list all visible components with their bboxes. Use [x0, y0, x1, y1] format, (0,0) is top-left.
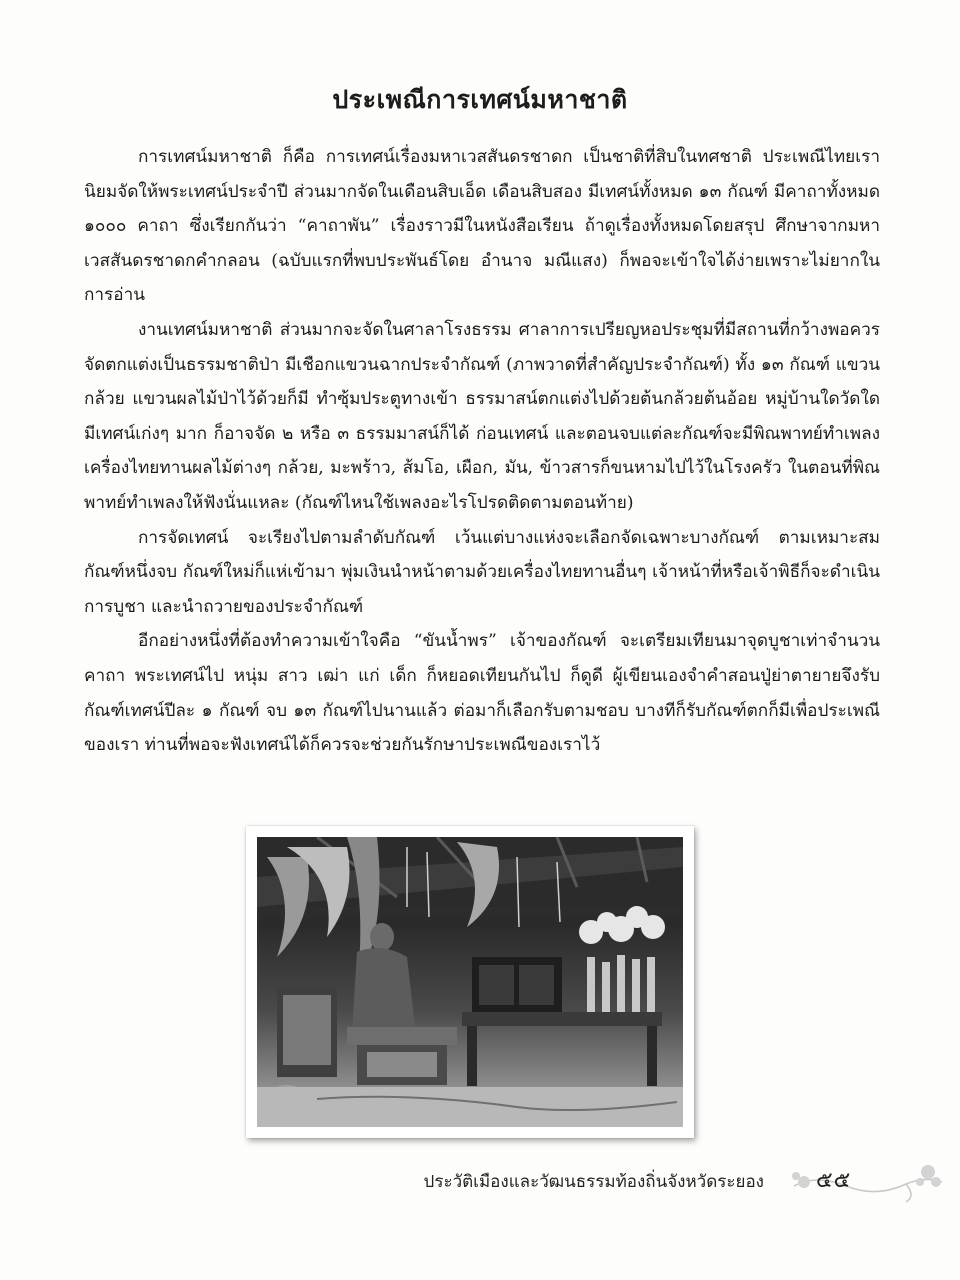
- page-title: ประเพณีการเทศน์มหาชาติ: [332, 85, 628, 114]
- page-number: ๕๕: [816, 1168, 852, 1193]
- sermon-hall-photo: [257, 837, 683, 1127]
- article-body: [84, 140, 880, 763]
- floral-ornament-icon: [786, 1156, 946, 1206]
- photo-frame: [246, 826, 694, 1138]
- paragraph: การจัดเทศน์ จะเรียงไปตามลำดับกัณฑ์ เว้นแต่บางแห่งจะเลือกจัดเฉพาะบางกัณฑ์ ตามเหมาะสม กัณฑ์หนึ่งจบ กัณฑ์ใหม่ก็แห่เข้ามา พุ่มเงินนำหน้าตามด้วยเครื่องไทยทานอื่นๆ เจ้าหน้าที่หรือเจ้าพิธีก็จะดำเนินการบูชา และนำถวายของประจำกัณฑ์: [84, 527, 880, 617]
- photo-illustration: [257, 837, 683, 1127]
- book-title: ประวัติเมืองและวัฒนธรรมท้องถิ่นจังหวัดระยอง: [423, 1172, 764, 1192]
- paragraph: อีกอย่างหนึ่งที่ต้องทำความเข้าใจคือ “ขันน้ำพร” เจ้าของกัณฑ์ จะเตรียมเทียนมาจุดบูชาเท่าจำนวนคาถา พระเทศน์ไป หนุ่ม สาว เฒ่า แก่ เด็ก ก็หยอดเทียนกันไป ก็ดูดี ผู้เขียนเองจำคำสอนปู่ย่าตายายจึงรับกัณฑ์เทศน์ปีละ ๑ กัณฑ์ จบ ๑๓ กัณฑ์ไปนานแล้ว ต่อมาก็เลือกรับตามชอบ บางทีก็รับกัณฑ์ตกก็มีเพื่อประเพณีของเรา ท่านที่พอจะฟังเทศน์ได้ก็ควรจะช่วยกันรักษาประเพณีของเราไว้: [84, 631, 880, 756]
- paragraph: งานเทศน์มหาชาติ ส่วนมากจะจัดในศาลาโรงธรรม ศาลาการเปรียญหอประชุมที่มีสถานที่กว้างพอควร จัดตกแต่งเป็นธรรมชาติป่า มีเชือกแขวนฉากประจำกัณฑ์ (ภาพวาดที่สำคัญประจำกัณฑ์) ทั้ง ๑๓ กัณฑ์ แขวนกล้วย แขวนผลไม้ป่าไว้ด้วยก็มี ทำซุ้มประตูทางเข้า ธรรมาสน์ตกแต่งไปด้วยต้นกล้วยต้นอ้อย หมู่บ้านใดวัดใดมีเทศน์เก่งๆ มาก ก็อาจจัด ๒ หรือ ๓ ธรรมมาสน์ก็ได้ ก่อนเทศน์ และตอนจบแต่ละกัณฑ์จะมีพิณพาทย์ทำเพลง เครื่องไทยทานผลไม้ต่างๆ กล้วย, มะพร้าว, ส้มโอ, เผือก, มัน, ข้าวสารก็ขนหามไปไว้ในโรงครัว ในตอนที่พิณพาทย์ทำเพลงให้ฟังนั่นแหละ (กัณฑ์ไหนใช้เพลงอะไรโปรดติดตามตอนท้าย): [84, 319, 880, 513]
- page-footer: [0, 1158, 960, 1198]
- paragraph: การเทศน์มหาชาติ ก็คือ การเทศน์เรื่องมหาเวสสันดรชาดก เป็นชาติที่สิบในทศชาติ ประเพณีไทยเรานิยมจัดให้พระเทศน์ประจำปี ส่วนมากจัดในเดือนสิบเอ็ด เดือนสิบสอง มีเทศน์ทั้งหมด ๑๓ กัณฑ์ มีคาถาทั้งหมด ๑๐๐๐ คาถา ซึ่งเรียกกันว่า “คาถาพัน” เรื่องราวมีในหนังสือเรียน ถ้าดูเรื่องทั้งหมดโดยสรุป ศึกษาจากมหาเวสสันดรชาดกคำกลอน (ฉบับแรกที่พบประพันธ์โดย อำนาจ มณีแสง) ก็พอจะเข้าใจได้ง่ายเพราะไม่ยากในการอ่าน: [84, 147, 880, 306]
